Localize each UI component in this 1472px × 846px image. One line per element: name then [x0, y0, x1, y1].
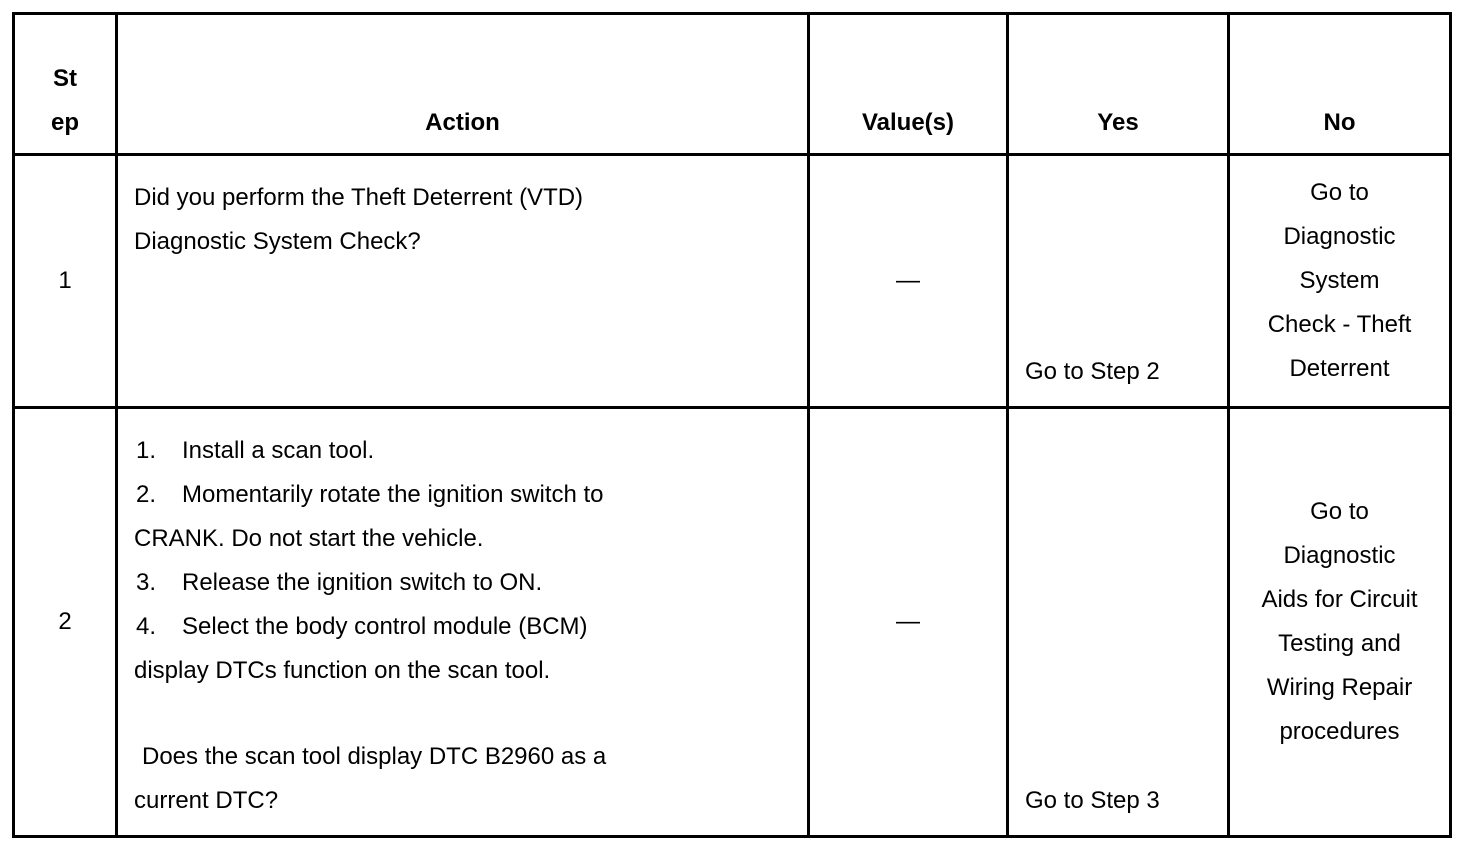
header-no: No [1229, 14, 1451, 155]
action-line: Did you perform the Theft Deterrent (VTD) [134, 184, 584, 211]
question-line: Does the scan tool display DTC B2960 as a [142, 743, 607, 770]
procedure-step-number: 1. [136, 437, 157, 464]
procedure-step-number: 4. [136, 613, 157, 640]
procedure-step-number: 3. [136, 569, 157, 596]
diagnostic-table [12, 12, 1452, 838]
spacer [134, 693, 791, 735]
no-line: Testing and [1278, 630, 1401, 657]
procedure-step-number: 2. [136, 481, 157, 508]
action-cell [117, 155, 809, 408]
procedure-step [134, 473, 791, 517]
question-line: current DTC? [134, 787, 279, 814]
no-line: System [1299, 267, 1380, 294]
no-link[interactable] [1229, 155, 1451, 408]
no-line: Go to [1310, 498, 1369, 525]
table-row [14, 408, 1451, 837]
step-number: 1 [14, 155, 117, 408]
procedure-step-continuation: CRANK. Do not start the vehicle. [134, 525, 484, 552]
procedure-step-text: Select the body control module (BCM) [182, 613, 588, 640]
no-link[interactable] [1229, 408, 1451, 837]
header-yes: Yes [1008, 14, 1229, 155]
value-cell: — [809, 408, 1008, 837]
procedure-step [134, 561, 791, 605]
procedure-step [134, 429, 791, 473]
procedure-step-text: Momentarily rotate the ignition switch to [182, 481, 604, 508]
header-values: Value(s) [809, 14, 1008, 155]
header-step-line1: St [53, 65, 77, 92]
no-line: Deterrent [1289, 355, 1390, 382]
no-line: Check - Theft [1267, 311, 1412, 338]
step-number: 2 [14, 408, 117, 837]
no-line: Diagnostic [1283, 223, 1396, 250]
table-row [14, 155, 1451, 408]
procedure-step [134, 605, 791, 649]
procedure-step-text: Release the ignition switch to ON. [182, 569, 543, 596]
header-step [14, 14, 117, 155]
no-line: Go to [1310, 179, 1369, 206]
header-step-line2: ep [50, 109, 79, 136]
procedure-step-continuation: display DTCs function on the scan tool. [134, 657, 551, 684]
no-line: Diagnostic [1283, 542, 1396, 569]
procedure-step-text: Install a scan tool. [182, 437, 375, 464]
header-action: Action [117, 14, 809, 155]
yes-link[interactable]: Go to Step 2 [1008, 155, 1229, 408]
no-line: Aids for Circuit [1261, 586, 1418, 613]
header-row [14, 14, 1451, 155]
yes-link[interactable]: Go to Step 3 [1008, 408, 1229, 837]
no-line: procedures [1279, 718, 1400, 745]
action-cell [117, 408, 809, 837]
no-line: Wiring Repair [1266, 674, 1413, 701]
value-cell: — [809, 155, 1008, 408]
action-line: Diagnostic System Check? [134, 228, 421, 255]
